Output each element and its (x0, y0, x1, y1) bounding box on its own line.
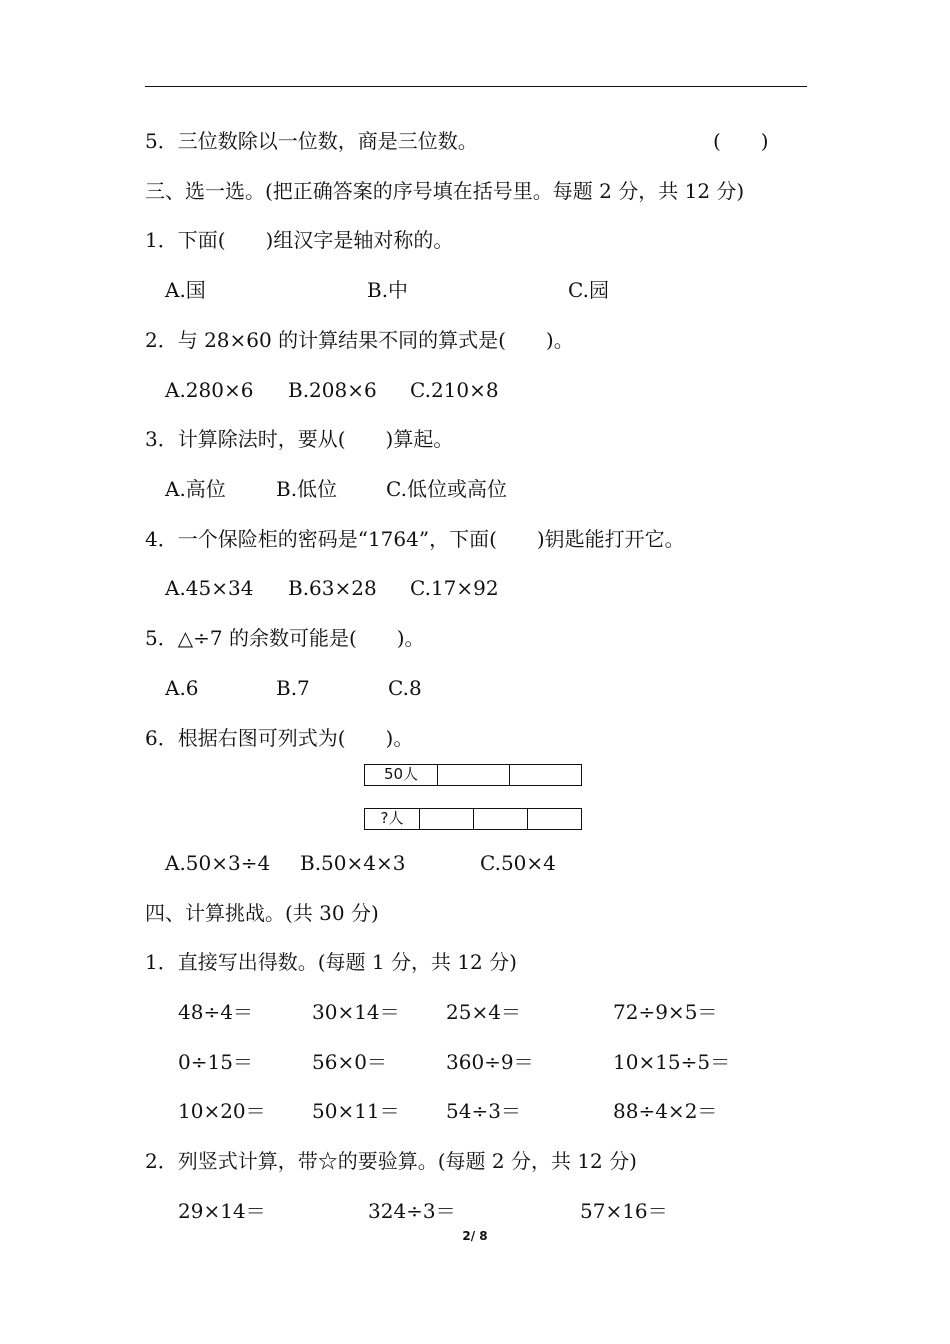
option-b[interactable]: B.50×4×3 (300, 851, 406, 875)
calc-item[interactable]: 10×15÷5＝ (613, 1050, 731, 1074)
header-rule (145, 86, 807, 87)
option-b[interactable]: B.7 (276, 676, 310, 700)
option-a[interactable]: A.高位 (165, 477, 226, 501)
question-stem: 6．根据右图可列式为( )。 (145, 726, 414, 750)
option-b[interactable]: B.低位 (276, 477, 338, 501)
calc-item[interactable]: 25×4＝ (446, 1000, 521, 1024)
calc-item[interactable]: 50×11＝ (312, 1099, 400, 1123)
option-c[interactable]: C.210×8 (410, 378, 499, 402)
option-b[interactable]: B.中 (367, 278, 409, 302)
divider (473, 809, 474, 829)
vertical-calc-item[interactable]: 324÷3＝ (368, 1199, 456, 1223)
option-a[interactable]: A.45×34 (165, 576, 254, 600)
option-c[interactable]: C.17×92 (410, 576, 499, 600)
calc-item[interactable]: 54÷3＝ (446, 1099, 521, 1123)
question-stem: 2．与 28×60 的计算结果不同的算式是( )。 (145, 328, 574, 352)
part-2-title: 2．列竖式计算，带☆的要验算。(每题 2 分，共 12 分) (145, 1149, 637, 1173)
calc-item[interactable]: 360÷9＝ (446, 1050, 534, 1074)
calc-item[interactable]: 88÷4×2＝ (613, 1099, 718, 1123)
vertical-calc-item[interactable]: 29×14＝ (178, 1199, 266, 1223)
judge-item-5: 5．三位数除以一位数，商是三位数。 (145, 129, 478, 153)
top-bar-label: 50人 (383, 765, 419, 783)
calc-item[interactable]: 72÷9×5＝ (613, 1000, 718, 1024)
divider (527, 809, 528, 829)
calc-item[interactable]: 0÷15＝ (178, 1050, 253, 1074)
option-a[interactable]: A.280×6 (165, 378, 254, 402)
calc-item[interactable]: 48÷4＝ (178, 1000, 253, 1024)
option-b[interactable]: B.208×6 (288, 378, 377, 402)
divider (509, 765, 510, 785)
page-number: 2/ 8 (462, 1229, 488, 1243)
segment-diagram-top (364, 764, 582, 786)
divider (437, 765, 438, 785)
option-a[interactable]: A.国 (165, 278, 206, 302)
option-c[interactable]: C.园 (568, 278, 609, 302)
calc-item[interactable]: 30×14＝ (312, 1000, 400, 1024)
divider (419, 809, 420, 829)
vertical-calc-item[interactable]: 57×16＝ (580, 1199, 668, 1223)
option-c[interactable]: C.8 (388, 676, 422, 700)
option-a[interactable]: A.6 (165, 676, 199, 700)
question-stem: 1．下面( )组汉字是轴对称的。 (145, 228, 454, 252)
section-4-heading: 四、计算挑战。(共 30 分) (145, 901, 379, 925)
question-stem: 3．计算除法时，要从( )算起。 (145, 427, 454, 451)
section-3-heading: 三、选一选。(把正确答案的序号填在括号里。每题 2 分，共 12 分) (145, 179, 745, 203)
option-a[interactable]: A.50×3÷4 (165, 851, 271, 875)
part-1-title: 1．直接写出得数。(每题 1 分，共 12 分) (145, 950, 517, 974)
segment-diagram-bottom (364, 808, 582, 830)
option-c[interactable]: C.低位或高位 (386, 477, 507, 501)
calc-item[interactable]: 10×20＝ (178, 1099, 266, 1123)
option-b[interactable]: B.63×28 (288, 576, 377, 600)
answer-bracket[interactable]: ( ) (713, 129, 769, 153)
question-stem: 5．△÷7 的余数可能是( )。 (145, 626, 425, 650)
bottom-bar-label: ?人 (380, 809, 404, 827)
question-stem: 4．一个保险柜的密码是“1764”，下面( )钥匙能打开它。 (145, 527, 685, 551)
option-c[interactable]: C.50×4 (480, 851, 556, 875)
calc-item[interactable]: 56×0＝ (312, 1050, 387, 1074)
